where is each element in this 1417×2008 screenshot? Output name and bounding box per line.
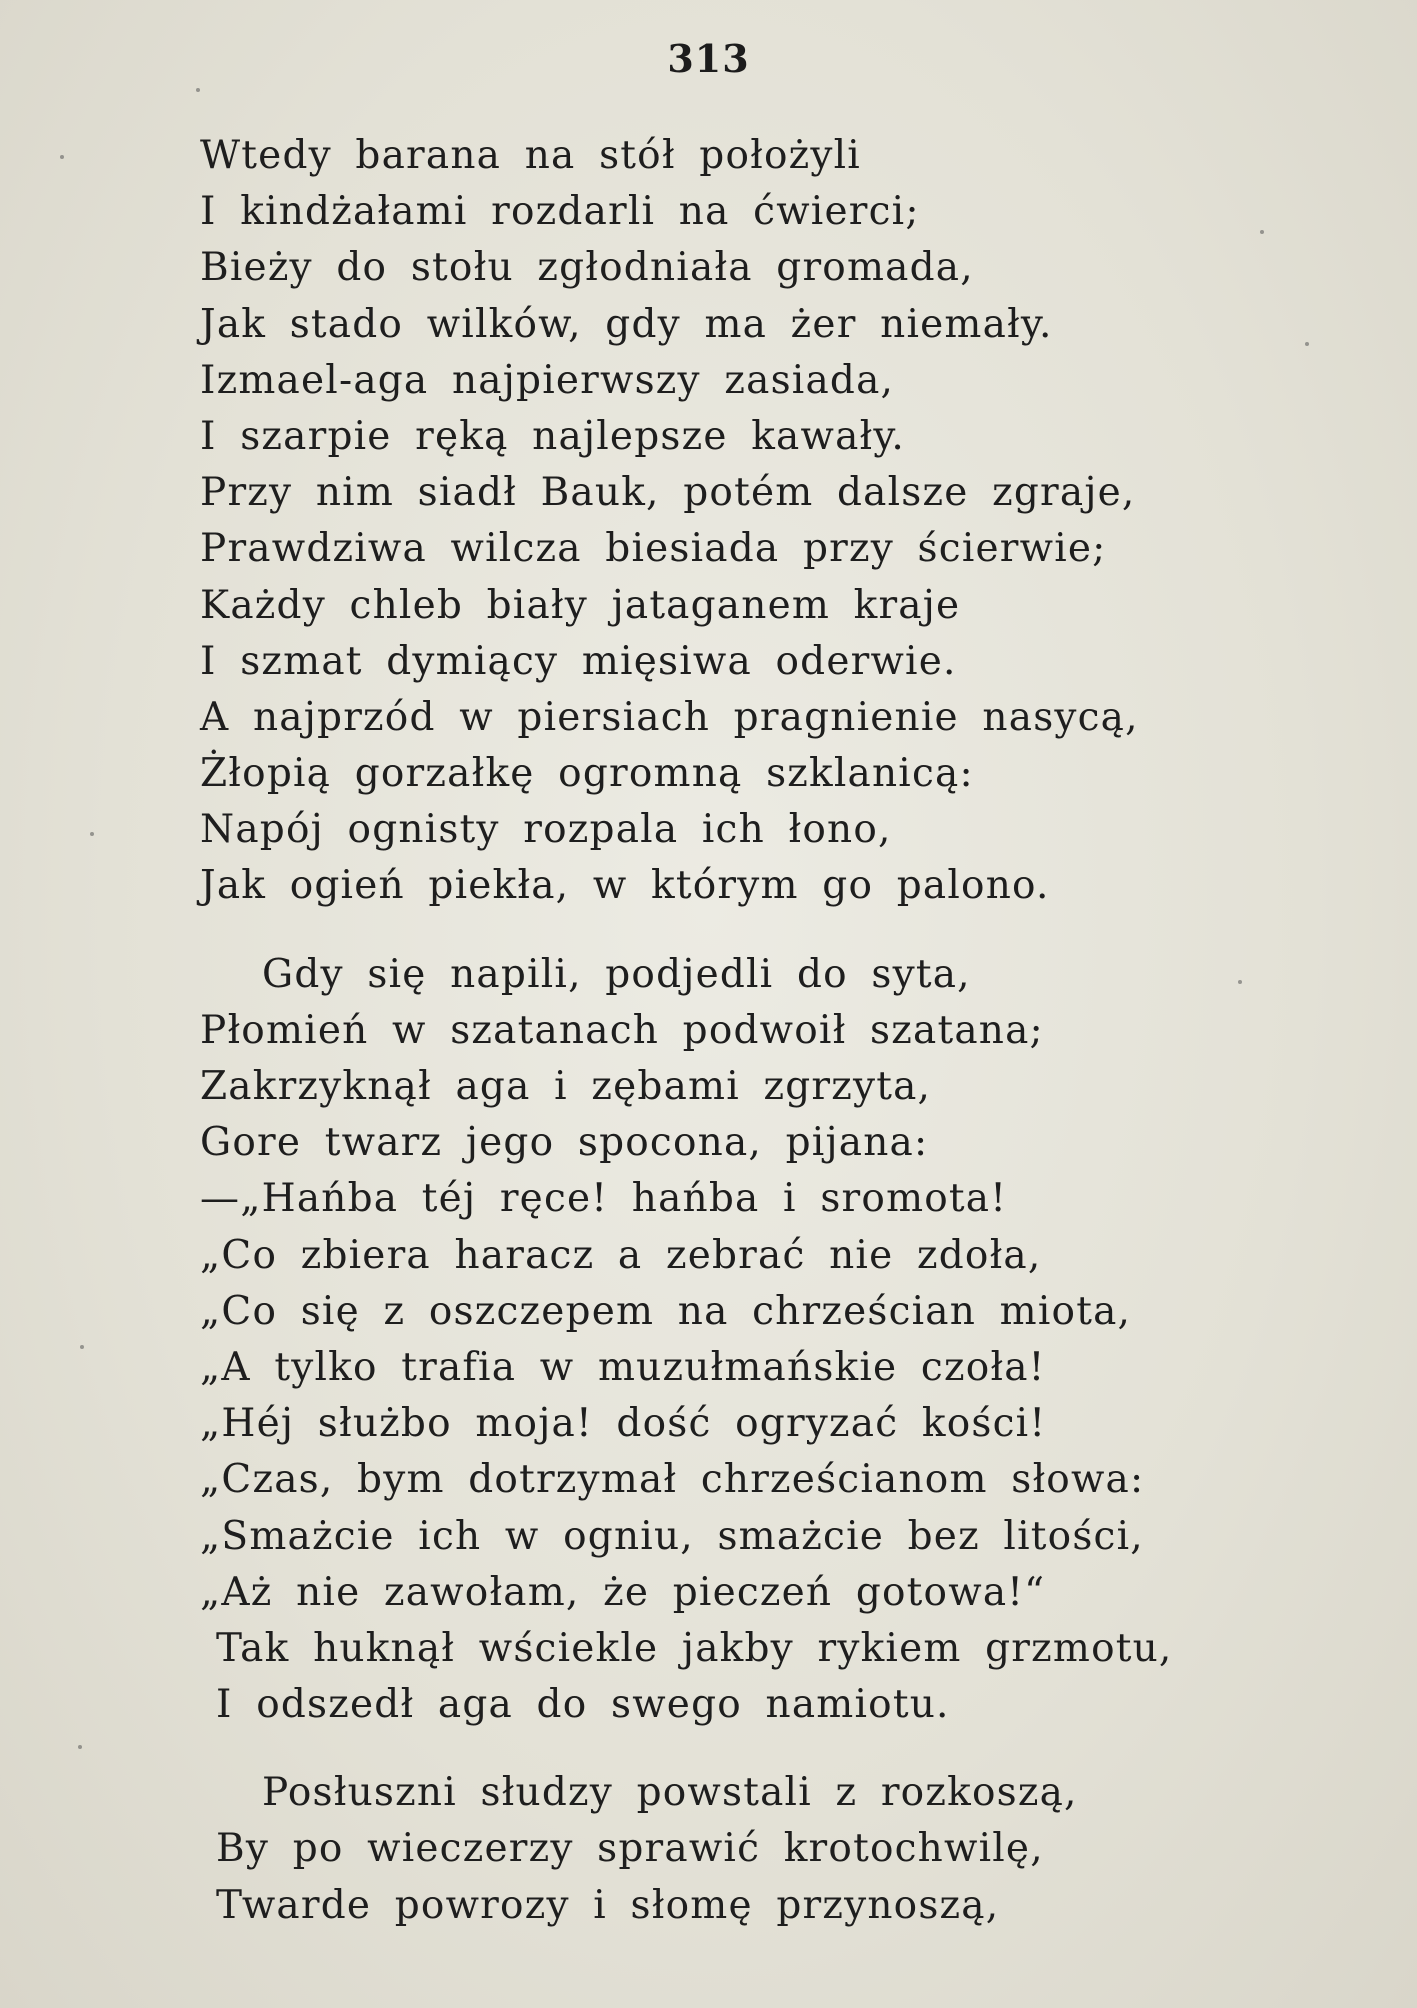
- paper-speck: [60, 155, 64, 159]
- verse-line: Bieży do stołu zgłodniała gromada,: [200, 245, 974, 291]
- verse-line: Gore twarz jego spocona, pijana:: [200, 1120, 929, 1166]
- stanza-1: [200, 128, 1260, 915]
- paper-speck: [1305, 342, 1309, 346]
- verse-line: „Czas, bym dotrzymał chrześcianom słowa:: [200, 1457, 1145, 1503]
- verse-line: Izmael-aga najpierwszy zasiada,: [200, 357, 895, 403]
- stanza-2: [200, 947, 1260, 1734]
- verse-line: Twarde powrozy i słomę przynoszą,: [216, 1882, 1000, 1928]
- verse-line: Zakrzyknął aga i zębami zgrzyta,: [200, 1064, 932, 1109]
- verse-line: Przy nim siadł Bauk, potém dalsze zgraje,: [200, 470, 1136, 516]
- verse-line: I odszedł aga do swego namiotu.: [216, 1682, 950, 1728]
- paper-speck: [90, 832, 94, 836]
- verse-line: A najprzód w piersiach pragnienie nasycą,: [200, 694, 1139, 740]
- verse-line: Prawdziwa wilcza biesiada przy ścierwie;: [200, 526, 1107, 572]
- verse-line: I szmat dymiący mięsiwa oderwie.: [200, 638, 957, 684]
- paper-speck: [1260, 230, 1264, 234]
- verse-line: Gdy się napili, podjedli do syta,: [262, 951, 971, 997]
- paper-speck: [1238, 980, 1242, 984]
- verse-line: „Aż nie zawołam, że pieczeń gotowa!“: [200, 1569, 1046, 1615]
- page-number: 313: [667, 36, 750, 81]
- paper-speck: [80, 1345, 84, 1349]
- verse-line: „A tylko trafia w muzułmańskie czoła!: [200, 1344, 1046, 1390]
- stanza-3: [200, 1765, 1260, 1934]
- verse-line: Posłuszni słudzy powstali z rozkoszą,: [262, 1770, 1078, 1816]
- verse-line: Każdy chleb biały jataganem kraje: [200, 582, 961, 628]
- verse-line: I szarpie ręką najlepsze kawały.: [200, 413, 906, 459]
- verse-line: By po wieczerzy sprawić krotochwilę,: [216, 1826, 1044, 1872]
- verse-line: I kindżałami rozdarli na ćwierci;: [200, 189, 920, 235]
- verse-line: Jak ogień piekła, w którym go palono.: [200, 863, 1050, 909]
- poem-text: [200, 128, 1260, 1934]
- verse-line: „Co zbiera haracz a zebrać nie zdoła,: [200, 1232, 1042, 1278]
- verse-line: Wtedy barana na stół położyli: [200, 133, 861, 178]
- verse-line: Żłopią gorzałkę ogromną szklanicą:: [200, 751, 974, 797]
- verse-line: Płomień w szatanach podwoił szatana;: [200, 1007, 1044, 1053]
- paper-speck: [196, 88, 200, 92]
- stanza-gap: [200, 1733, 1260, 1765]
- verse-line: „Héj służbo moja! dość ogryzać kości!: [200, 1401, 1047, 1447]
- verse-line: Tak huknął wściekle jakby rykiem grzmotu,: [216, 1625, 1173, 1671]
- verse-line: —„Hańba téj ręce! hańba i sromota!: [200, 1176, 1008, 1222]
- verse-line: Napój ognisty rozpala ich łono,: [200, 807, 892, 853]
- verse-line: „Smażcie ich w ogniu, smażcie bez litości,: [200, 1513, 1144, 1559]
- verse-line: Jak stado wilków, gdy ma żer niemały.: [200, 301, 1053, 347]
- paper-speck: [78, 1745, 82, 1749]
- stanza-gap: [200, 915, 1260, 947]
- verse-line: „Co się z oszczepem na chrześcian miota,: [200, 1288, 1132, 1334]
